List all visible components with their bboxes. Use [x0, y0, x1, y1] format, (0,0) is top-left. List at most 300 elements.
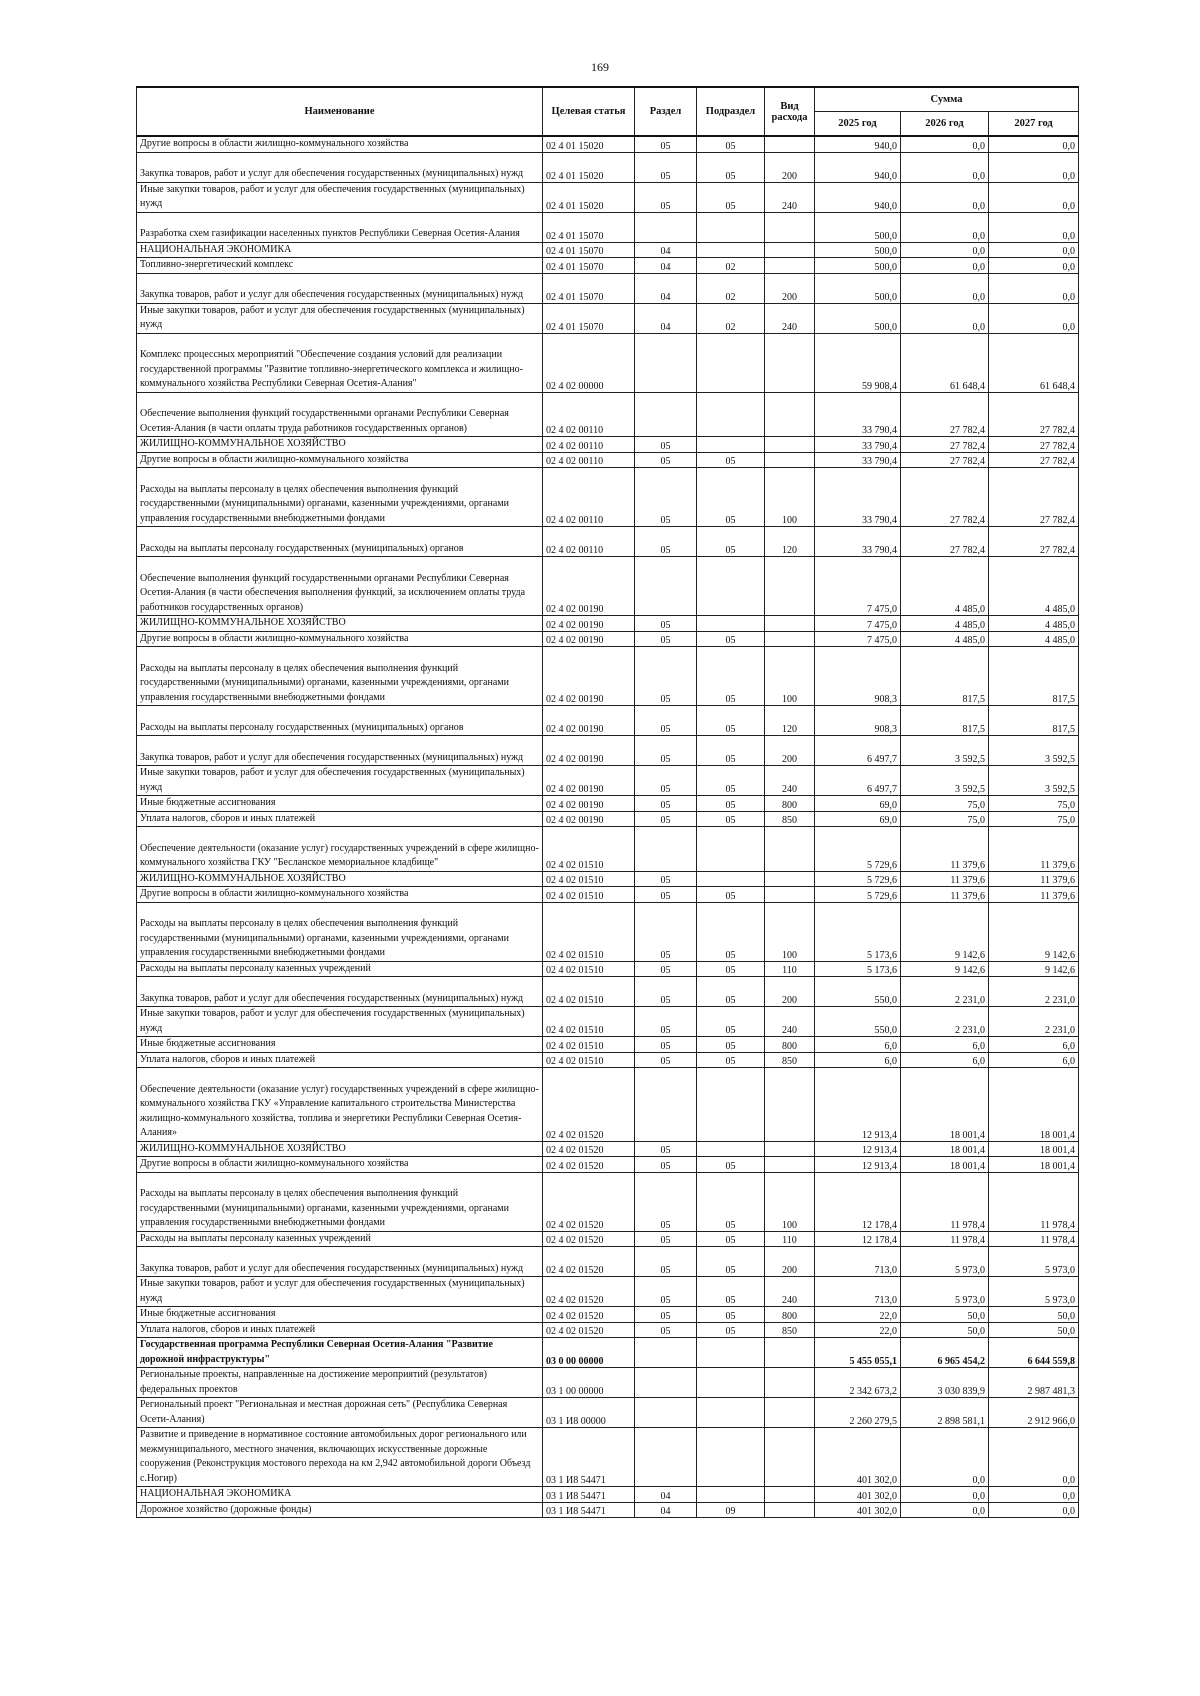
table-row	[137, 1277, 1079, 1307]
row-expense-type	[765, 616, 815, 632]
row-sum-2027: 61 648,4	[989, 333, 1079, 392]
row-sum-2027: 11 379,6	[989, 871, 1079, 887]
table-row	[137, 1322, 1079, 1338]
row-name: ЖИЛИЩНО-КОММУНАЛЬНОЕ ХОЗЯЙСТВО	[137, 871, 543, 887]
row-sum-2026: 9 142,6	[901, 961, 989, 977]
row-expense-type: 240	[765, 1007, 815, 1037]
row-expense-type: 800	[765, 1037, 815, 1053]
row-name: Расходы на выплаты персоналу в целях обеспечения выполнения функций государственными (муниципальными) органами, казенными учреждениями, органами управления государственными внебюджетными фондами	[137, 1172, 543, 1231]
row-subsection	[697, 1338, 765, 1368]
row-section: 04	[635, 273, 697, 303]
row-sum-2026: 0,0	[901, 136, 989, 152]
table-row	[137, 527, 1079, 557]
row-target-code: 02 4 02 01520	[543, 1277, 635, 1307]
row-target-code: 03 0 00 00000	[543, 1338, 635, 1368]
row-expense-type: 800	[765, 1307, 815, 1323]
row-name: Иные закупки товаров, работ и услуг для обеспечения государственных (муниципальных) нужд	[137, 303, 543, 333]
row-expense-type	[765, 1068, 815, 1142]
row-expense-type	[765, 1141, 815, 1157]
table-row	[137, 827, 1079, 872]
row-subsection: 05	[697, 902, 765, 961]
table-row	[137, 616, 1079, 632]
row-subsection	[697, 212, 765, 242]
header-sum: Сумма	[815, 87, 1079, 112]
row-subsection: 09	[697, 1502, 765, 1518]
row-name: Закупка товаров, работ и услуг для обеспечения государственных (муниципальных) нужд	[137, 736, 543, 766]
row-target-code: 02 4 02 01510	[543, 961, 635, 977]
table-row	[137, 1307, 1079, 1323]
row-name: Иные бюджетные ассигнования	[137, 1037, 543, 1053]
row-name: Расходы на выплаты персоналу государственных (муниципальных) органов	[137, 706, 543, 736]
row-sum-2026: 27 782,4	[901, 452, 989, 468]
row-target-code: 02 4 02 01510	[543, 1037, 635, 1053]
row-name: Дорожное хозяйство (дорожные фонды)	[137, 1502, 543, 1518]
row-sum-2026: 5 973,0	[901, 1247, 989, 1277]
table-body	[137, 136, 1079, 1518]
table-row	[137, 1428, 1079, 1487]
row-sum-2025: 22,0	[815, 1307, 901, 1323]
row-sum-2025: 401 302,0	[815, 1502, 901, 1518]
row-sum-2025: 5 173,6	[815, 902, 901, 961]
row-sum-2027: 3 592,5	[989, 736, 1079, 766]
row-name: Другие вопросы в области жилищно-коммунального хозяйства	[137, 631, 543, 647]
row-target-code: 02 4 01 15020	[543, 136, 635, 152]
row-sum-2025: 940,0	[815, 152, 901, 182]
table-row	[137, 887, 1079, 903]
row-subsection: 05	[697, 796, 765, 812]
row-sum-2026: 75,0	[901, 796, 989, 812]
row-target-code: 03 1 И8 54471	[543, 1502, 635, 1518]
row-sum-2027: 0,0	[989, 1502, 1079, 1518]
row-sum-2027: 0,0	[989, 1487, 1079, 1503]
row-sum-2026: 0,0	[901, 182, 989, 212]
row-sum-2027: 18 001,4	[989, 1068, 1079, 1142]
row-name: Другие вопросы в области жилищно-коммунального хозяйства	[137, 887, 543, 903]
row-sum-2025: 2 342 673,2	[815, 1368, 901, 1398]
row-target-code: 02 4 02 00190	[543, 631, 635, 647]
row-target-code: 02 4 02 01510	[543, 1052, 635, 1068]
row-sum-2026: 817,5	[901, 706, 989, 736]
row-target-code: 02 4 01 15070	[543, 258, 635, 274]
table-row	[137, 212, 1079, 242]
row-sum-2027: 0,0	[989, 258, 1079, 274]
row-section	[635, 1338, 697, 1368]
row-section: 05	[635, 902, 697, 961]
table-row	[137, 1068, 1079, 1142]
row-subsection: 05	[697, 136, 765, 152]
row-section	[635, 333, 697, 392]
row-sum-2026: 0,0	[901, 1428, 989, 1487]
row-subsection	[697, 557, 765, 616]
row-sum-2026: 2 231,0	[901, 977, 989, 1007]
row-name: Другие вопросы в области жилищно-коммунального хозяйства	[137, 452, 543, 468]
row-section: 05	[635, 736, 697, 766]
row-sum-2025: 33 790,4	[815, 437, 901, 453]
row-subsection	[697, 1368, 765, 1398]
row-target-code: 02 4 02 01520	[543, 1141, 635, 1157]
row-target-code: 03 1 И8 54471	[543, 1428, 635, 1487]
table-row	[137, 1398, 1079, 1428]
row-section	[635, 1398, 697, 1428]
row-sum-2027: 4 485,0	[989, 557, 1079, 616]
table-row	[137, 1052, 1079, 1068]
table-header	[137, 87, 1079, 136]
row-name: Уплата налогов, сборов и иных платежей	[137, 1052, 543, 1068]
row-name: Расходы на выплаты персоналу в целях обеспечения выполнения функций государственными (муниципальными) органами, казенными учреждениями, органами управления государственными внебюджетными фондами	[137, 468, 543, 527]
row-section: 04	[635, 303, 697, 333]
table-row	[137, 1172, 1079, 1231]
row-sum-2027: 27 782,4	[989, 452, 1079, 468]
table-row	[137, 273, 1079, 303]
row-sum-2025: 5 729,6	[815, 871, 901, 887]
table-row	[137, 258, 1079, 274]
row-section: 05	[635, 1231, 697, 1247]
row-sum-2027: 817,5	[989, 647, 1079, 706]
row-name: Уплата налогов, сборов и иных платежей	[137, 1322, 543, 1338]
row-section: 05	[635, 1037, 697, 1053]
row-expense-type: 110	[765, 961, 815, 977]
table-row	[137, 1007, 1079, 1037]
row-target-code: 02 4 02 01510	[543, 871, 635, 887]
header-subsection: Подраздел	[697, 87, 765, 136]
row-subsection: 05	[697, 647, 765, 706]
table-row	[137, 1231, 1079, 1247]
row-expense-type	[765, 631, 815, 647]
table-row	[137, 1157, 1079, 1173]
row-sum-2026: 18 001,4	[901, 1141, 989, 1157]
row-sum-2025: 550,0	[815, 1007, 901, 1037]
row-target-code: 02 4 01 15070	[543, 212, 635, 242]
row-name: ЖИЛИЩНО-КОММУНАЛЬНОЕ ХОЗЯЙСТВО	[137, 437, 543, 453]
row-target-code: 02 4 02 01520	[543, 1157, 635, 1173]
row-expense-type	[765, 1157, 815, 1173]
row-sum-2025: 6,0	[815, 1037, 901, 1053]
table-row	[137, 796, 1079, 812]
row-section	[635, 557, 697, 616]
row-sum-2027: 9 142,6	[989, 902, 1079, 961]
row-sum-2025: 940,0	[815, 136, 901, 152]
row-name: Закупка товаров, работ и услуг для обеспечения государственных (муниципальных) нужд	[137, 152, 543, 182]
row-target-code: 02 4 02 00190	[543, 766, 635, 796]
row-sum-2025: 33 790,4	[815, 452, 901, 468]
row-name: Комплекс процессных мероприятий "Обеспечение создания условий для реализации государственной программы "Развитие топливно-энергетического комплекса и жилищно-коммунального хозяйства Республики Северная Осетия-Алания"	[137, 333, 543, 392]
table-row	[137, 766, 1079, 796]
row-expense-type	[765, 392, 815, 437]
row-sum-2025: 33 790,4	[815, 468, 901, 527]
row-sum-2025: 500,0	[815, 212, 901, 242]
row-expense-type: 240	[765, 182, 815, 212]
row-subsection: 05	[697, 961, 765, 977]
row-sum-2025: 12 913,4	[815, 1068, 901, 1142]
row-sum-2025: 59 908,4	[815, 333, 901, 392]
row-section: 05	[635, 468, 697, 527]
table-row	[137, 437, 1079, 453]
row-subsection: 05	[697, 706, 765, 736]
row-target-code: 02 4 02 00110	[543, 452, 635, 468]
row-target-code: 02 4 02 01510	[543, 902, 635, 961]
row-section	[635, 392, 697, 437]
row-sum-2025: 12 913,4	[815, 1141, 901, 1157]
row-sum-2027: 2 231,0	[989, 977, 1079, 1007]
row-subsection: 05	[697, 152, 765, 182]
table-row	[137, 303, 1079, 333]
row-section: 05	[635, 766, 697, 796]
table-row	[137, 902, 1079, 961]
row-sum-2025: 69,0	[815, 796, 901, 812]
table-row	[137, 871, 1079, 887]
row-subsection	[697, 616, 765, 632]
row-section: 05	[635, 1157, 697, 1173]
row-sum-2025: 500,0	[815, 258, 901, 274]
row-target-code: 02 4 02 01520	[543, 1322, 635, 1338]
row-expense-type	[765, 258, 815, 274]
row-sum-2027: 0,0	[989, 212, 1079, 242]
row-expense-type: 200	[765, 273, 815, 303]
row-subsection	[697, 333, 765, 392]
row-name: Расходы на выплаты персоналу казенных учреждений	[137, 961, 543, 977]
row-target-code: 02 4 02 00110	[543, 392, 635, 437]
row-expense-type: 800	[765, 796, 815, 812]
row-section: 05	[635, 136, 697, 152]
row-section: 05	[635, 631, 697, 647]
row-sum-2027: 27 782,4	[989, 392, 1079, 437]
row-subsection: 05	[697, 811, 765, 827]
row-subsection: 05	[697, 1277, 765, 1307]
row-sum-2026: 27 782,4	[901, 437, 989, 453]
row-target-code: 02 4 02 00190	[543, 706, 635, 736]
row-section: 05	[635, 616, 697, 632]
row-subsection	[697, 1428, 765, 1487]
row-sum-2025: 500,0	[815, 273, 901, 303]
row-sum-2027: 2 231,0	[989, 1007, 1079, 1037]
row-sum-2026: 4 485,0	[901, 557, 989, 616]
row-expense-type	[765, 1502, 815, 1518]
budget-table	[136, 86, 1079, 1518]
row-sum-2027: 0,0	[989, 152, 1079, 182]
row-sum-2026: 18 001,4	[901, 1068, 989, 1142]
row-name: Закупка товаров, работ и услуг для обеспечения государственных (муниципальных) нужд	[137, 273, 543, 303]
row-target-code: 02 4 01 15020	[543, 182, 635, 212]
row-expense-type	[765, 437, 815, 453]
row-section: 05	[635, 152, 697, 182]
row-target-code: 02 4 01 15070	[543, 303, 635, 333]
row-sum-2026: 0,0	[901, 273, 989, 303]
row-target-code: 02 4 02 01510	[543, 977, 635, 1007]
row-sum-2027: 5 973,0	[989, 1247, 1079, 1277]
row-sum-2025: 713,0	[815, 1247, 901, 1277]
row-sum-2027: 11 379,6	[989, 887, 1079, 903]
table-row	[137, 468, 1079, 527]
row-sum-2026: 11 379,6	[901, 887, 989, 903]
row-sum-2027: 27 782,4	[989, 527, 1079, 557]
row-name: Расходы на выплаты персоналу в целях обеспечения выполнения функций государственными (муниципальными) органами, казенными учреждениями, органами управления государственными внебюджетными фондами	[137, 647, 543, 706]
row-subsection	[697, 242, 765, 258]
row-sum-2026: 0,0	[901, 258, 989, 274]
row-sum-2027: 0,0	[989, 136, 1079, 152]
row-subsection: 05	[697, 1231, 765, 1247]
row-section: 04	[635, 1487, 697, 1503]
row-sum-2027: 3 592,5	[989, 766, 1079, 796]
row-subsection: 05	[697, 977, 765, 1007]
row-sum-2025: 550,0	[815, 977, 901, 1007]
row-name: ЖИЛИЩНО-КОММУНАЛЬНОЕ ХОЗЯЙСТВО	[137, 1141, 543, 1157]
row-section: 05	[635, 647, 697, 706]
row-expense-type: 200	[765, 736, 815, 766]
header-2025: 2025 год	[815, 112, 901, 137]
row-subsection: 05	[697, 1052, 765, 1068]
row-target-code: 02 4 02 01520	[543, 1247, 635, 1277]
row-sum-2027: 5 973,0	[989, 1277, 1079, 1307]
row-subsection: 05	[697, 766, 765, 796]
header-section: Раздел	[635, 87, 697, 136]
row-target-code: 03 1 И8 00000	[543, 1398, 635, 1428]
row-name: Региональные проекты, направленные на достижение мероприятий (результатов) федеральных проектов	[137, 1368, 543, 1398]
row-subsection	[697, 1141, 765, 1157]
row-expense-type: 240	[765, 303, 815, 333]
row-target-code: 02 4 02 00110	[543, 468, 635, 527]
row-section: 05	[635, 527, 697, 557]
header-vid: Вид расхода	[765, 87, 815, 136]
header-code: Целевая статья	[543, 87, 635, 136]
row-sum-2025: 12 178,4	[815, 1231, 901, 1247]
row-expense-type	[765, 1428, 815, 1487]
row-sum-2027: 11 379,6	[989, 827, 1079, 872]
row-expense-type	[765, 827, 815, 872]
row-subsection: 05	[697, 887, 765, 903]
row-section: 05	[635, 977, 697, 1007]
row-subsection	[697, 1398, 765, 1428]
table-row	[137, 1502, 1079, 1518]
row-target-code: 02 4 02 01510	[543, 887, 635, 903]
row-target-code: 02 4 02 00190	[543, 557, 635, 616]
row-name: Иные закупки товаров, работ и услуг для обеспечения государственных (муниципальных) нужд	[137, 766, 543, 796]
row-expense-type: 100	[765, 647, 815, 706]
row-name: Другие вопросы в области жилищно-коммунального хозяйства	[137, 136, 543, 152]
row-subsection: 05	[697, 527, 765, 557]
row-sum-2025: 69,0	[815, 811, 901, 827]
row-section: 05	[635, 1322, 697, 1338]
row-section: 05	[635, 452, 697, 468]
row-sum-2026: 0,0	[901, 303, 989, 333]
row-expense-type	[765, 557, 815, 616]
row-section: 04	[635, 1502, 697, 1518]
row-expense-type	[765, 1398, 815, 1428]
row-target-code: 02 4 02 00190	[543, 811, 635, 827]
row-sum-2026: 18 001,4	[901, 1157, 989, 1173]
row-subsection	[697, 1068, 765, 1142]
row-section	[635, 1368, 697, 1398]
row-name: Расходы на выплаты персоналу государственных (муниципальных) органов	[137, 527, 543, 557]
row-target-code: 02 4 02 01520	[543, 1307, 635, 1323]
table-row	[137, 392, 1079, 437]
row-subsection: 05	[697, 468, 765, 527]
row-sum-2026: 3 592,5	[901, 766, 989, 796]
row-name: Закупка товаров, работ и услуг для обеспечения государственных (муниципальных) нужд	[137, 1247, 543, 1277]
row-sum-2025: 500,0	[815, 303, 901, 333]
row-subsection	[697, 1487, 765, 1503]
table-row	[137, 182, 1079, 212]
row-sum-2026: 0,0	[901, 152, 989, 182]
row-sum-2025: 401 302,0	[815, 1428, 901, 1487]
row-expense-type: 200	[765, 1247, 815, 1277]
row-name: Обеспечение деятельности (оказание услуг) государственных учреждений в сфере жилищно-коммунального хозяйства ГКУ «Управление капитального строительства Министерства жилищно-коммунального хозяйства, топлива и энергетики Республики Северная Осетия-Алания»	[137, 1068, 543, 1142]
row-expense-type: 120	[765, 706, 815, 736]
table-row	[137, 631, 1079, 647]
row-sum-2025: 5 729,6	[815, 887, 901, 903]
row-sum-2025: 713,0	[815, 1277, 901, 1307]
row-expense-type	[765, 452, 815, 468]
row-target-code: 02 4 02 01520	[543, 1231, 635, 1247]
row-section: 05	[635, 796, 697, 812]
row-subsection: 05	[697, 1037, 765, 1053]
row-sum-2026: 2 231,0	[901, 1007, 989, 1037]
row-sum-2026: 4 485,0	[901, 616, 989, 632]
row-expense-type	[765, 1487, 815, 1503]
table-row	[137, 1368, 1079, 1398]
row-sum-2027: 27 782,4	[989, 437, 1079, 453]
row-section: 05	[635, 706, 697, 736]
row-subsection: 05	[697, 182, 765, 212]
row-sum-2025: 401 302,0	[815, 1487, 901, 1503]
table-row	[137, 333, 1079, 392]
table-row	[137, 1037, 1079, 1053]
row-section	[635, 827, 697, 872]
row-section: 05	[635, 871, 697, 887]
row-target-code: 02 4 02 00190	[543, 616, 635, 632]
row-sum-2025: 7 475,0	[815, 631, 901, 647]
row-sum-2025: 33 790,4	[815, 392, 901, 437]
row-subsection: 02	[697, 258, 765, 274]
row-section: 05	[635, 1141, 697, 1157]
row-sum-2026: 6,0	[901, 1052, 989, 1068]
row-sum-2026: 3 592,5	[901, 736, 989, 766]
row-expense-type	[765, 242, 815, 258]
table-row	[137, 1247, 1079, 1277]
row-subsection	[697, 392, 765, 437]
row-expense-type: 100	[765, 902, 815, 961]
row-section: 05	[635, 887, 697, 903]
row-expense-type: 120	[765, 527, 815, 557]
row-sum-2027: 6,0	[989, 1052, 1079, 1068]
row-sum-2026: 50,0	[901, 1322, 989, 1338]
row-expense-type: 850	[765, 811, 815, 827]
row-sum-2025: 5 173,6	[815, 961, 901, 977]
row-expense-type	[765, 1368, 815, 1398]
row-target-code: 02 4 02 01520	[543, 1172, 635, 1231]
table-row	[137, 977, 1079, 1007]
row-sum-2025: 12 913,4	[815, 1157, 901, 1173]
row-expense-type: 200	[765, 152, 815, 182]
row-sum-2026: 27 782,4	[901, 392, 989, 437]
row-section: 05	[635, 1172, 697, 1231]
row-section	[635, 1068, 697, 1142]
row-expense-type: 200	[765, 977, 815, 1007]
row-target-code: 02 4 02 00110	[543, 527, 635, 557]
row-subsection: 05	[697, 1172, 765, 1231]
row-name: Обеспечение деятельности (оказание услуг) государственных учреждений в сфере жилищно-коммунального хозяйства ГКУ "Бесланское мемориальное кладбище"	[137, 827, 543, 872]
table-row	[137, 961, 1079, 977]
row-target-code: 02 4 02 00110	[543, 437, 635, 453]
row-sum-2027: 50,0	[989, 1307, 1079, 1323]
row-sum-2027: 0,0	[989, 273, 1079, 303]
row-sum-2027: 2 987 481,3	[989, 1368, 1079, 1398]
table-row	[137, 136, 1079, 152]
row-sum-2025: 2 260 279,5	[815, 1398, 901, 1428]
row-sum-2025: 6 497,7	[815, 766, 901, 796]
row-name: Уплата налогов, сборов и иных платежей	[137, 811, 543, 827]
row-sum-2027: 0,0	[989, 182, 1079, 212]
row-subsection	[697, 827, 765, 872]
